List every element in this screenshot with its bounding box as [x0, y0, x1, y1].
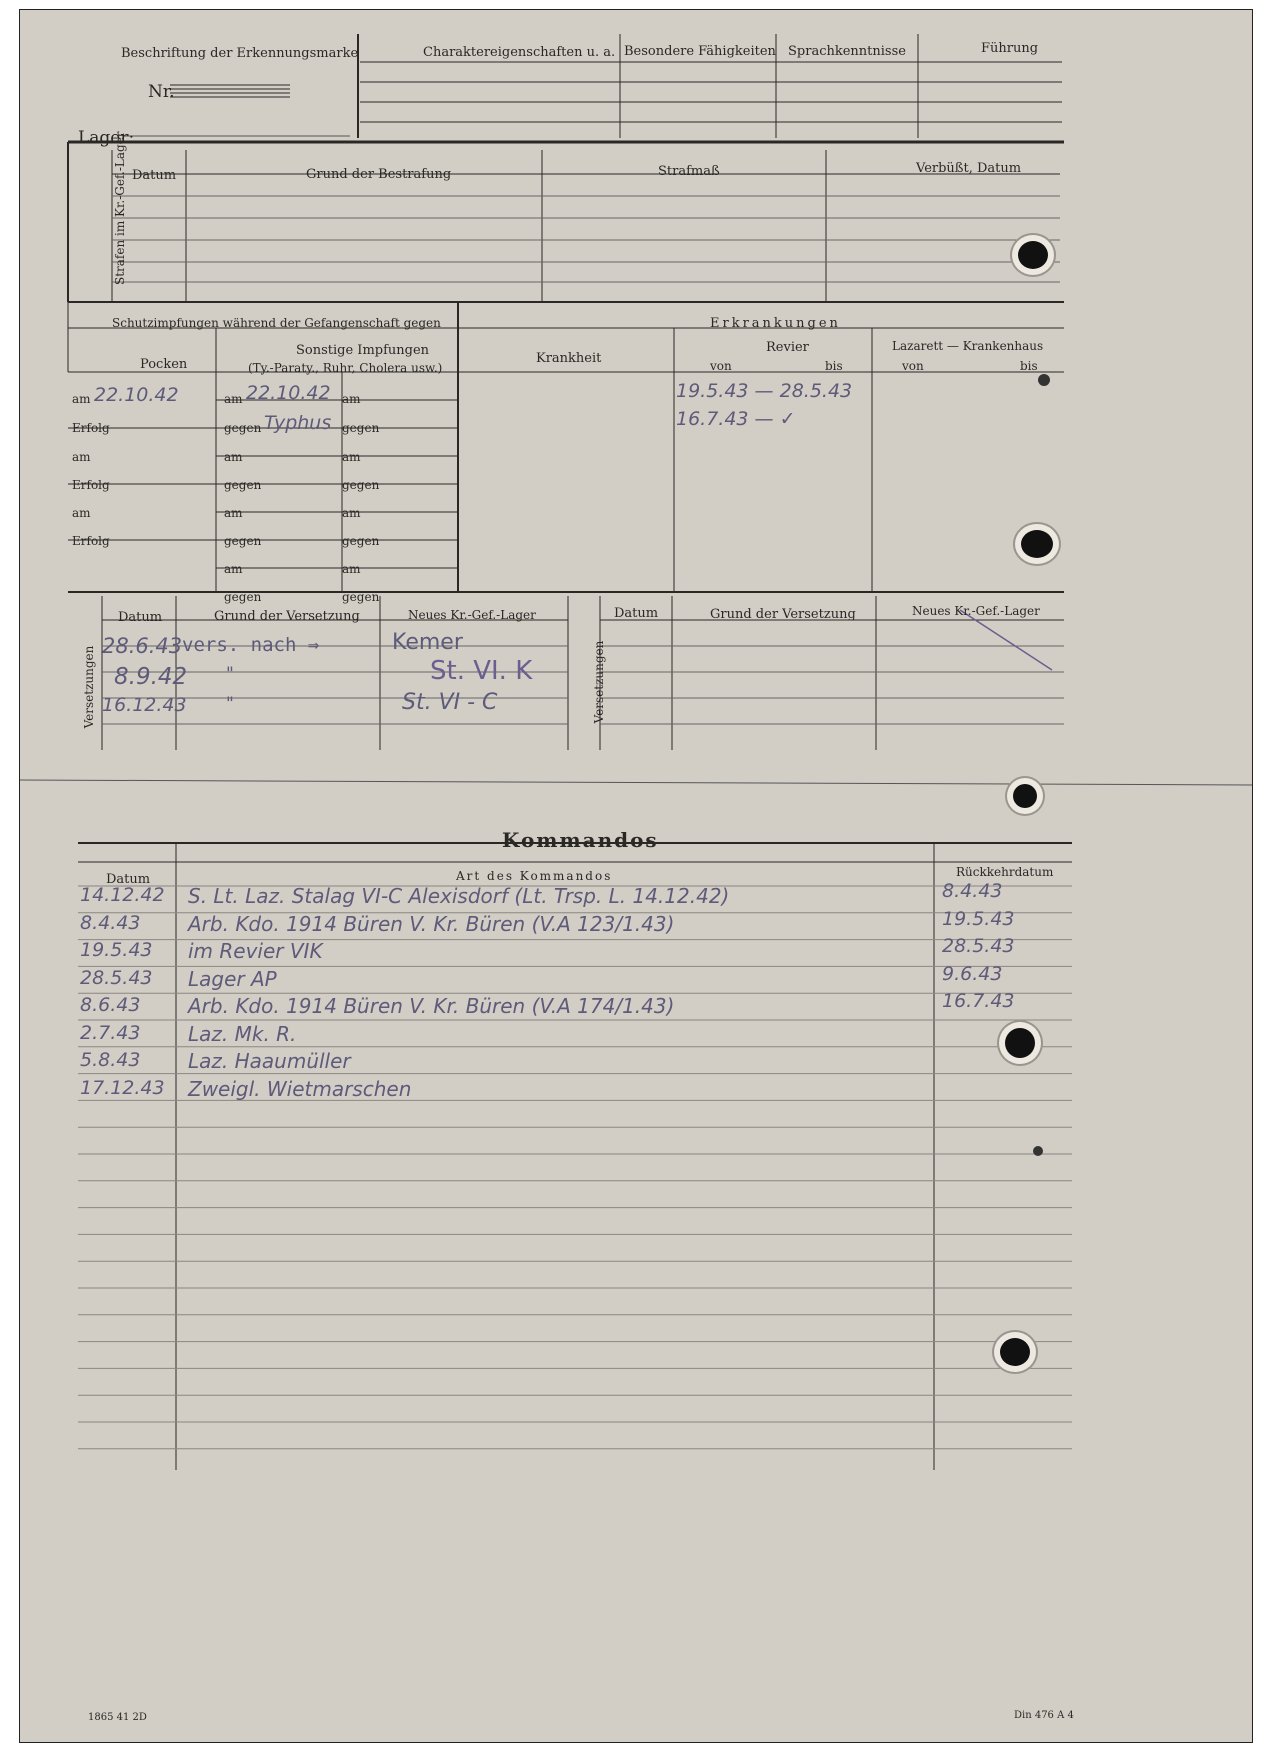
vers-row3-datum: 16.12.43: [102, 694, 187, 716]
versetzungen-side-label-right: Versetzungen: [592, 640, 606, 724]
sonst-gegen-2: gegen: [224, 478, 262, 492]
kommando-row-datum: 19.5.43: [80, 939, 153, 961]
kommandos-rueckkehr-header: Rückkehrdatum: [956, 865, 1054, 879]
pocken-header: Pocken: [140, 357, 188, 372]
punch-hole: [1018, 241, 1048, 269]
vers-row2-grund: ": [226, 664, 234, 684]
sonst2-gegen-1: gegen: [342, 421, 380, 435]
vers-datum-header-left: Datum: [118, 610, 163, 625]
vers-row1-lager: Kemer: [392, 630, 463, 655]
sonst-am-4: am: [224, 562, 243, 576]
vers-neues-header-right: Neues Kr.-Gef.-Lager: [912, 604, 1040, 618]
vers-row2-datum: 8.9.42: [114, 664, 188, 690]
vers-grund-header-left: Grund der Versetzung: [214, 609, 360, 624]
revier-header: Revier: [766, 340, 809, 355]
impfungen-title: Schutzimpfungen während der Gefangenschaft gegen: [112, 316, 441, 330]
sonst-gegen-1: gegen: [224, 421, 262, 435]
kommando-row-datum: 17.12.43: [80, 1076, 165, 1099]
hw-sonst-date: 22.10.42: [246, 382, 331, 404]
hw-revier-row1: 19.5.43 — 28.5.43: [676, 380, 853, 402]
kommando-row-rueckkehr: 9.6.43: [942, 962, 1003, 985]
revier-von: von: [710, 359, 732, 373]
sprach-label: Sprachkenntnisse: [788, 44, 906, 59]
hw-typhus: Typhus: [264, 412, 332, 434]
strafen-datum-header: Datum: [132, 168, 177, 183]
nr-label: Nr.: [148, 82, 175, 102]
kommando-row-rueckkehr: 8.4.43: [942, 880, 1003, 902]
sonst-gegen-3: gegen: [224, 534, 262, 548]
fuehrung-label: Führung: [981, 41, 1039, 56]
vers-row3-grund: ": [226, 694, 234, 714]
kommando-row-rueckkehr: 28.5.43: [942, 935, 1015, 957]
punch-hole: [1021, 530, 1053, 558]
sonst-am-1: am: [224, 392, 243, 406]
sonstige-sub-header: (Ty.-Paraty., Ruhr, Cholera usw.): [248, 361, 443, 375]
pocken-am-3: am: [72, 506, 91, 520]
kommando-row-rueckkehr: 16.7.43: [942, 990, 1015, 1012]
beschriftung-label: Beschriftung der Erkennungsmarke: [121, 46, 359, 61]
sonst-gegen-4: gegen: [224, 590, 262, 604]
sonst2-gegen-4: gegen: [342, 590, 380, 604]
verbuesst-header: Verbüßt, Datum: [916, 161, 1022, 176]
punch-hole: [1000, 1338, 1030, 1366]
sonst2-am-3: am: [342, 506, 361, 520]
kommando-row-art: Zweigl. Wietmarschen: [188, 1076, 412, 1101]
vers-row3-lager: St. VI - C: [402, 690, 498, 715]
vers-grund-header-right: Grund der Versetzung: [710, 607, 856, 622]
rule-line: [20, 780, 1252, 785]
vers-row2-lager: St. VI. K: [430, 656, 533, 686]
kommando-row-datum: 8.6.43: [80, 994, 141, 1016]
kommando-row-datum: 8.4.43: [80, 911, 141, 934]
strafen-grund-header: Grund der Bestrafung: [306, 167, 452, 182]
sonst2-gegen-3: gegen: [342, 534, 380, 548]
kommando-row-art: im Revier VIK: [188, 939, 323, 963]
krankheit-header: Krankheit: [536, 351, 602, 366]
kommando-row-datum: 5.8.43: [80, 1049, 141, 1071]
form-ruling: [20, 10, 1252, 1742]
sonst-am-3: am: [224, 506, 243, 520]
kommando-row-art: Arb. Kdo. 1914 Büren V. Kr. Büren (V.A 174/1.43): [188, 994, 675, 1018]
kommando-row-datum: 14.12.42: [80, 884, 165, 906]
sonst2-am-1: am: [342, 392, 361, 406]
footer-code: 1865 41 2D: [88, 1712, 147, 1723]
lazarett-header: Lazarett — Krankenhaus: [892, 339, 1044, 353]
pocken-am-1: am: [72, 392, 91, 406]
sonst-am-2: am: [224, 450, 243, 464]
kommando-row-art: Lager AP: [188, 966, 277, 991]
sonst2-am-4: am: [342, 562, 361, 576]
erkrankungen-title: Erkrankungen: [710, 316, 841, 331]
form-sheet: [20, 10, 1252, 1742]
hw-pocken-date: 22.10.42: [94, 384, 179, 406]
kommandos-datum-header: Datum: [106, 872, 151, 887]
strafen-side-label: Strafen im Kr.-Gef.-Lager: [113, 131, 127, 285]
pin-hole: [1033, 1146, 1043, 1156]
kommando-row-art: Laz. Mk. R.: [188, 1021, 297, 1046]
kommandos-art-header: Art des Kommandos: [456, 869, 613, 883]
strafmass-header: Strafmaß: [658, 164, 720, 179]
vers-row1-grund: vers. nach ⇒: [182, 634, 320, 656]
sonst2-am-2: am: [342, 450, 361, 464]
pocken-am-2: am: [72, 450, 91, 464]
punch-hole: [1005, 1028, 1035, 1058]
sonst2-gegen-2: gegen: [342, 478, 380, 492]
revier-bis: bis: [825, 359, 843, 373]
vers-row1-datum: 28.6.43: [102, 634, 183, 658]
faehigkeiten-label: Besondere Fähigkeiten: [624, 44, 776, 59]
lager-label: Lager:: [78, 128, 135, 148]
kommando-row-datum: 28.5.43: [80, 966, 153, 989]
versetzungen-side-label-left: Versetzungen: [82, 645, 96, 729]
sonstige-header: Sonstige Impfungen: [296, 343, 430, 358]
pin-hole: [1038, 374, 1050, 386]
rule-line: [960, 610, 1052, 670]
pocken-erfolg-1: Erfolg: [72, 421, 110, 435]
punch-hole: [1013, 784, 1037, 808]
vers-datum-header-right: Datum: [614, 606, 659, 621]
kommando-row-art: Arb. Kdo. 1914 Büren V. Kr. Büren (V.A 123/1.43): [188, 911, 675, 936]
hw-revier-row2: 16.7.43 — ✓: [676, 408, 796, 430]
lazarett-bis: bis: [1020, 359, 1038, 373]
charakter-label: Charaktereigenschaften u. a.: [423, 45, 616, 60]
pocken-erfolg-3: Erfolg: [72, 534, 110, 548]
pocken-erfolg-2: Erfolg: [72, 478, 110, 492]
kommando-row-art: Laz. Haaumüller: [188, 1049, 351, 1073]
kommando-row-datum: 2.7.43: [80, 1021, 141, 1044]
vers-neues-header-left: Neues Kr.-Gef.-Lager: [408, 608, 536, 622]
lazarett-von: von: [902, 359, 924, 373]
kommando-row-rueckkehr: 19.5.43: [942, 907, 1015, 930]
footer-din: Din 476 A 4: [1014, 1710, 1074, 1721]
kommandos-title: Kommandos: [502, 828, 659, 852]
kommando-row-art: S. Lt. Laz. Stalag VI-C Alexisdorf (Lt. Trsp. L. 14.12.42): [188, 884, 730, 908]
